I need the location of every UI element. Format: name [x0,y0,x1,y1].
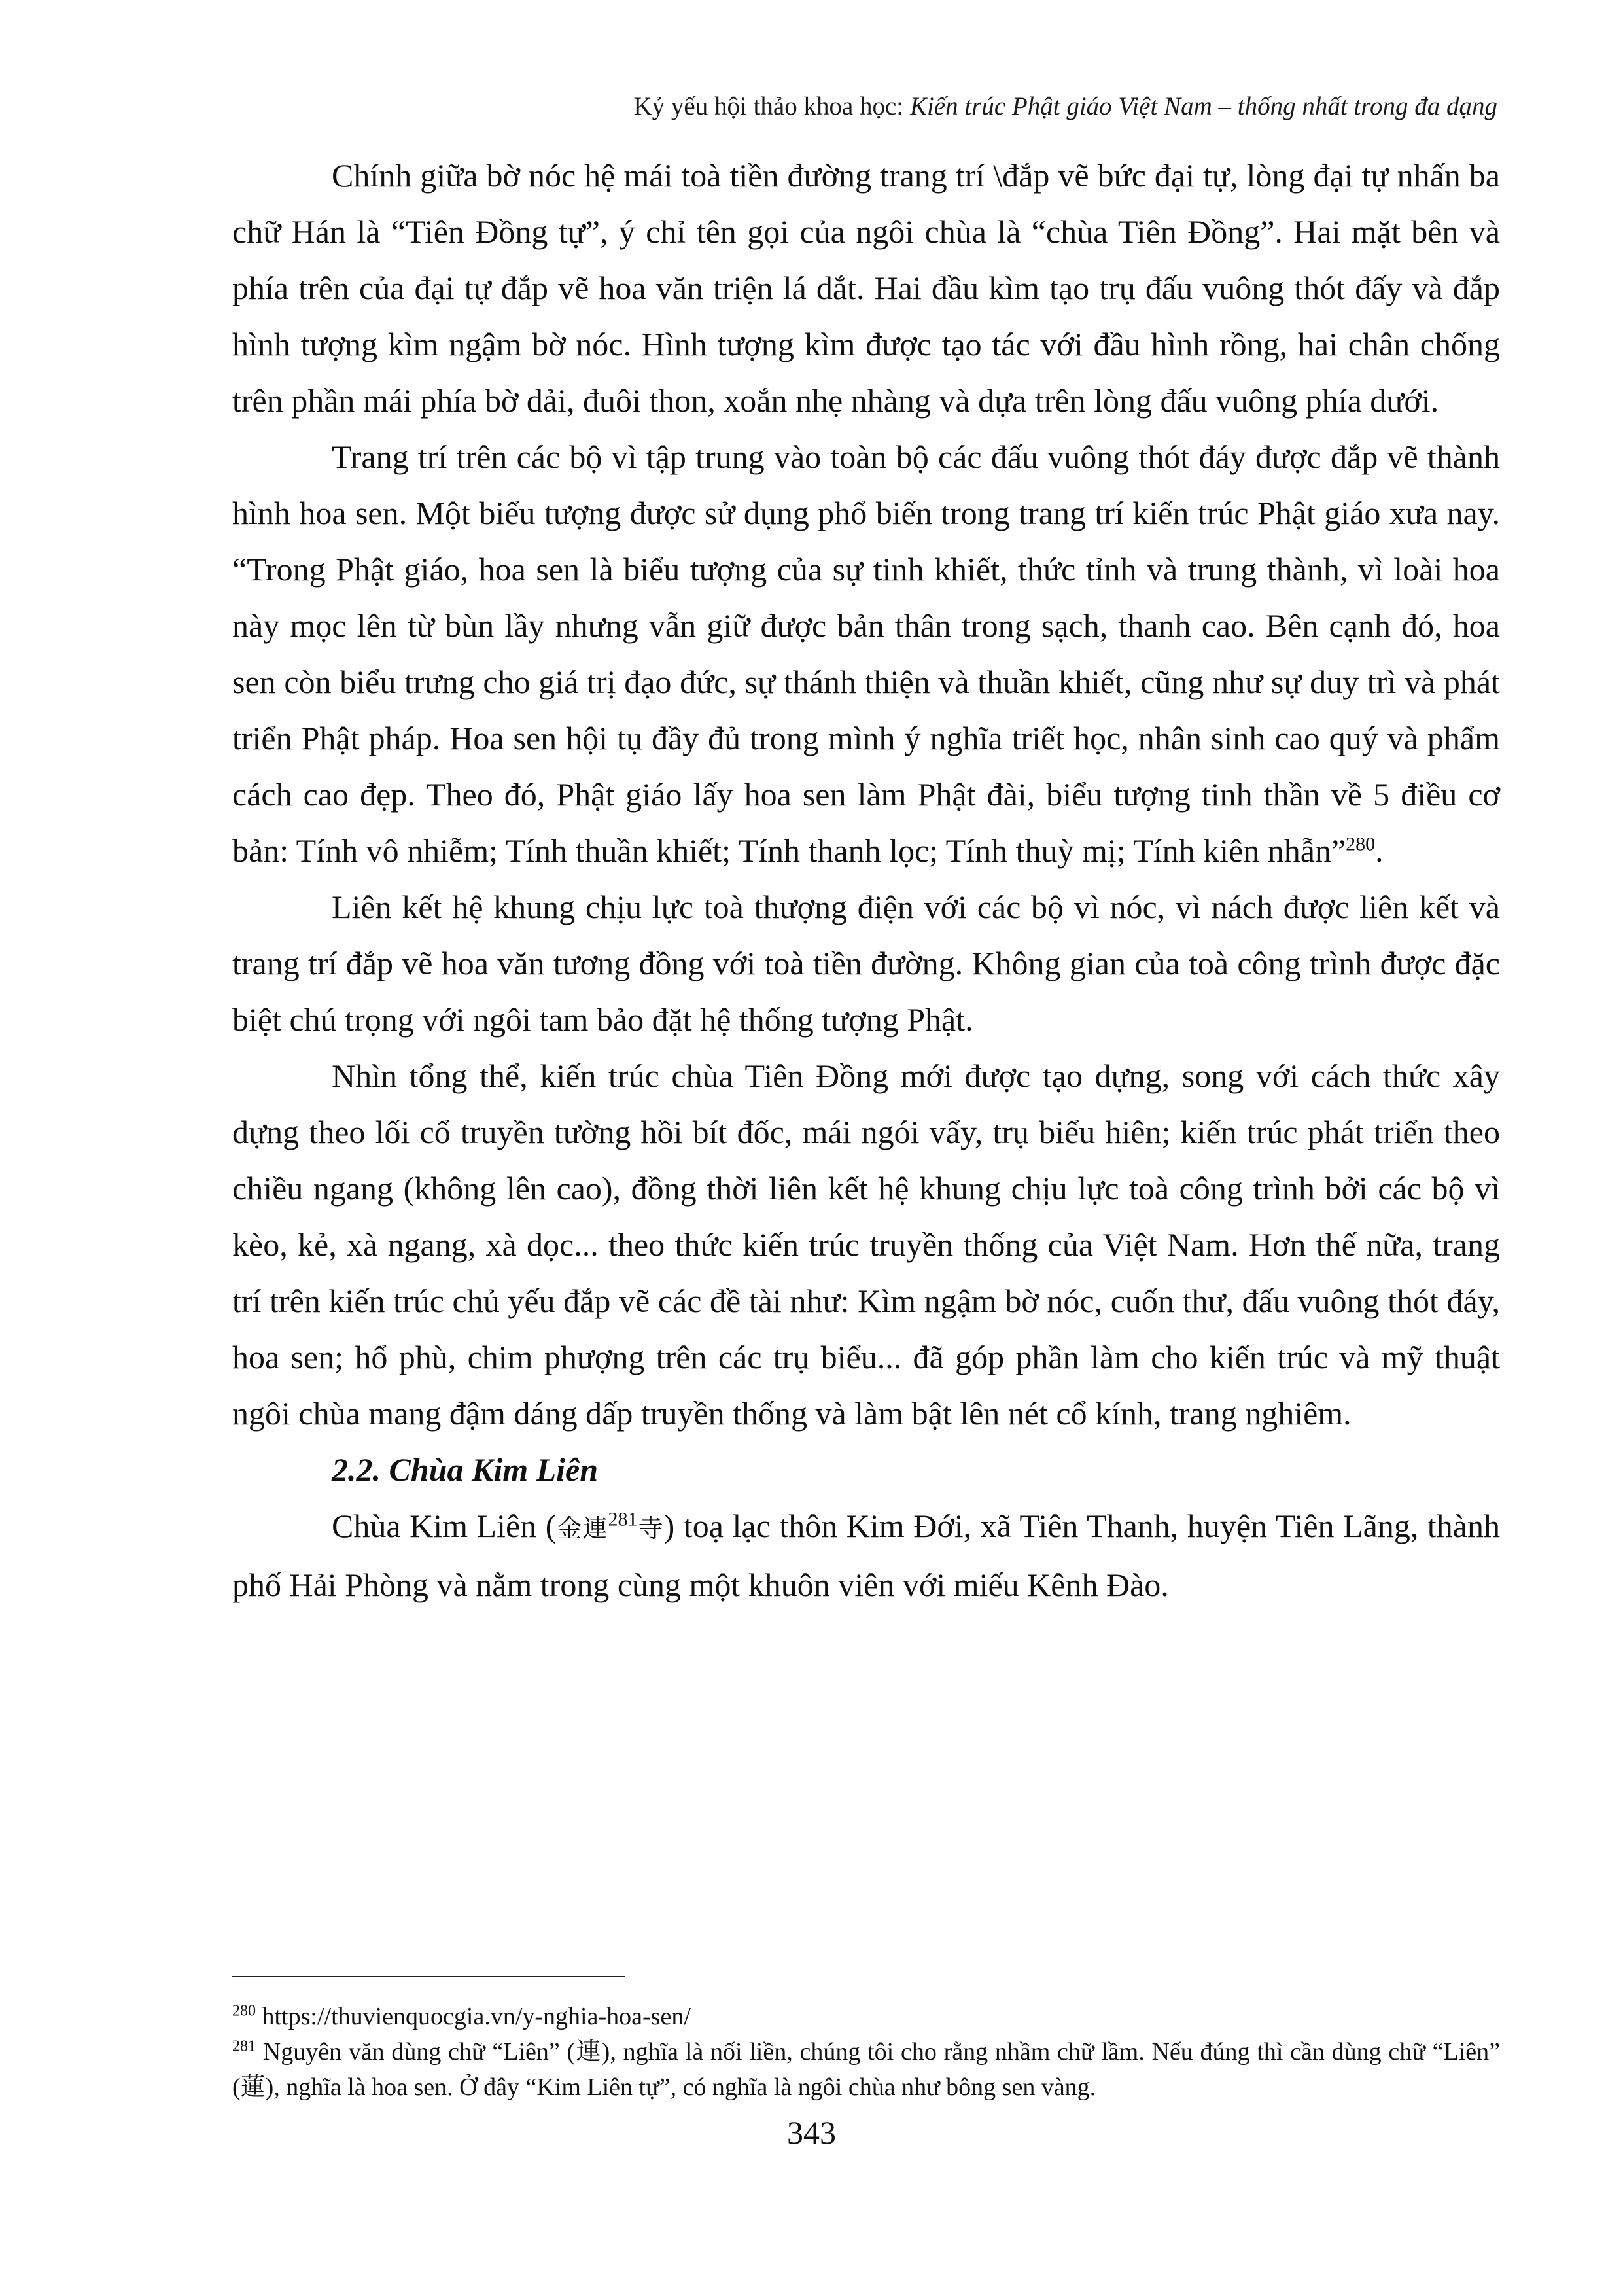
footnote-281 [232,2034,1500,2105]
footnotes [232,1999,1500,2105]
paragraph-3: Liên kết hệ khung chịu lực toà thượng điện với các bộ vì nóc, vì nách được liên kết và trang trí đắp vẽ hoa văn tương đồng với toà tiền đường. Không gian của toà công trình được đặc biệt chú trọng với ngôi tam bảo đặt hệ thống tượng Phật. [232,889,1500,1038]
page-number: 343 [787,2114,836,2151]
footnote-281-text: Nguyên văn dùng chữ “Liên” (連), nghĩa là nối liền, chúng tôi cho rằng nhầm chữ lầm. Nếu đúng thì cần dùng chữ “Liên” (蓮), nghĩa là hoa sen. Ở đây “Kim Liên tự”, có nghĩa là ngôi chùa như bông sen vàng. [232,2038,1500,2101]
paragraph-5-rest: ) toạ lạc thôn Kim Đới, xã Tiên Thanh, huyện Tiên Lãng, thành phố Hải Phòng và nằm trong cùng một khuôn viên với miếu Kênh Đào. [232,1508,1500,1603]
header-prefix: Kỷ yếu hội thảo khoa học: [633,92,910,120]
footnote-ref-281[interactable]: 281 [608,1508,638,1530]
paragraph-4: Nhìn tổng thể, kiến trúc chùa Tiên Đồng mới được tạo dựng, song với cách thức xây dựng theo lối cổ truyền tường hồi bít đốc, mái ngói vẩy, trụ biểu hiên; kiến trúc phát triển theo chiều ngang (không lên cao), đồng thời liên kết hệ khung chịu lực toà công trình bởi các bộ vì kèo, kẻ, xà ngang, xà dọc... theo thức kiến trúc truyền thống của Việt Nam. Hơn thế nữa, trang trí trên kiến trúc chủ yếu đắp vẽ các đề tài như: Kìm ngậm bờ nóc, cuốn thư, đấu vuông thót đáy, hoa sen; hổ phù, chim phượng trên các trụ biểu... đã góp phần làm cho kiến trúc và mỹ thuật ngôi chùa mang đậm dáng dấp truyền thống và làm bật lên nét cổ kính, trang nghiêm. [232,1057,1500,1432]
paragraph-1: Chính giữa bờ nóc hệ mái toà tiền đường trang trí \đắp vẽ bức đại tự, lòng đại tự nhấn ba chữ Hán là “Tiên Đồng tự”, ý chỉ tên gọi của ngôi chùa là “chùa Tiên Đồng”. Hai mặt bên và phía trên của đại tự đắp vẽ hoa văn triện lá dắt. Hai đầu kìm tạo trụ đấu vuông thót đấy và đắp hình tượng kìm ngậm bờ nóc. Hình tượng kìm được tạo tác với đầu hình rồng, hai chân chống trên phần mái phía bờ dải, đuôi thon, xoắn nhẹ nhàng và dựa trên lòng đấu vuông phía dưới. [232,157,1500,419]
chinese-name-a: 金連 [556,1514,608,1543]
body-text [232,147,1500,1613]
running-header [634,92,1497,121]
paragraph-5 [232,1498,1500,1613]
paragraph-2-text: Trang trí trên các bộ vì tập trung vào toàn bộ các đấu vuông thót đáy được đắp vẽ thành hình hoa sen. Một biểu tượng được sử dụng phổ biến trong trang trí kiến trúc Phật giáo xưa nay. “Trong Phật giáo, hoa sen là biểu tượng của sự tinh khiết, thức tỉnh và trung thành, vì loài hoa này mọc lên từ bùn lầy nhưng vẫn giữ được bản thân trong sạch, thanh cao. Bên cạnh đó, hoa sen còn biểu trưng cho giá trị đạo đức, sự thánh thiện và thuần khiết, cũng như sự duy trì và phát triển Phật pháp. Hoa sen hội tụ đầy đủ trong mình ý nghĩa triết học, nhân sinh cao quý và phẩm cách cao đẹp. Theo đó, Phật giáo lấy hoa sen làm Phật đài, biểu tượng tinh thần về 5 điều cơ bản: Tính vô nhiễm; Tính thuần khiết; Tính thanh lọc; Tính thuỳ mị; Tính kiên nhẫn” [232,438,1500,869]
paragraph-2 [232,429,1500,879]
footnote-281-number: 281 [232,2038,256,2055]
footnote-ref-280[interactable]: 280 [1346,833,1376,855]
footnote-280-number: 280 [232,2002,256,2020]
footnote-separator [232,1976,625,1977]
header-title: Kiến trúc Phật giáo Việt Nam – thống nhất trong đa dạng [909,92,1497,120]
footnote-280 [232,1999,1500,2034]
chinese-name-b: 寺 [637,1514,664,1543]
paragraph-5-start: Chùa Kim Liên ( [332,1508,557,1544]
section-heading: 2.2. Chùa Kim Liên [332,1451,599,1488]
paragraph-2-end: . [1375,832,1384,869]
footnote-280-link[interactable]: https://thuvienquocgia.vn/y-nghia-hoa-sen/ [256,2003,691,2030]
